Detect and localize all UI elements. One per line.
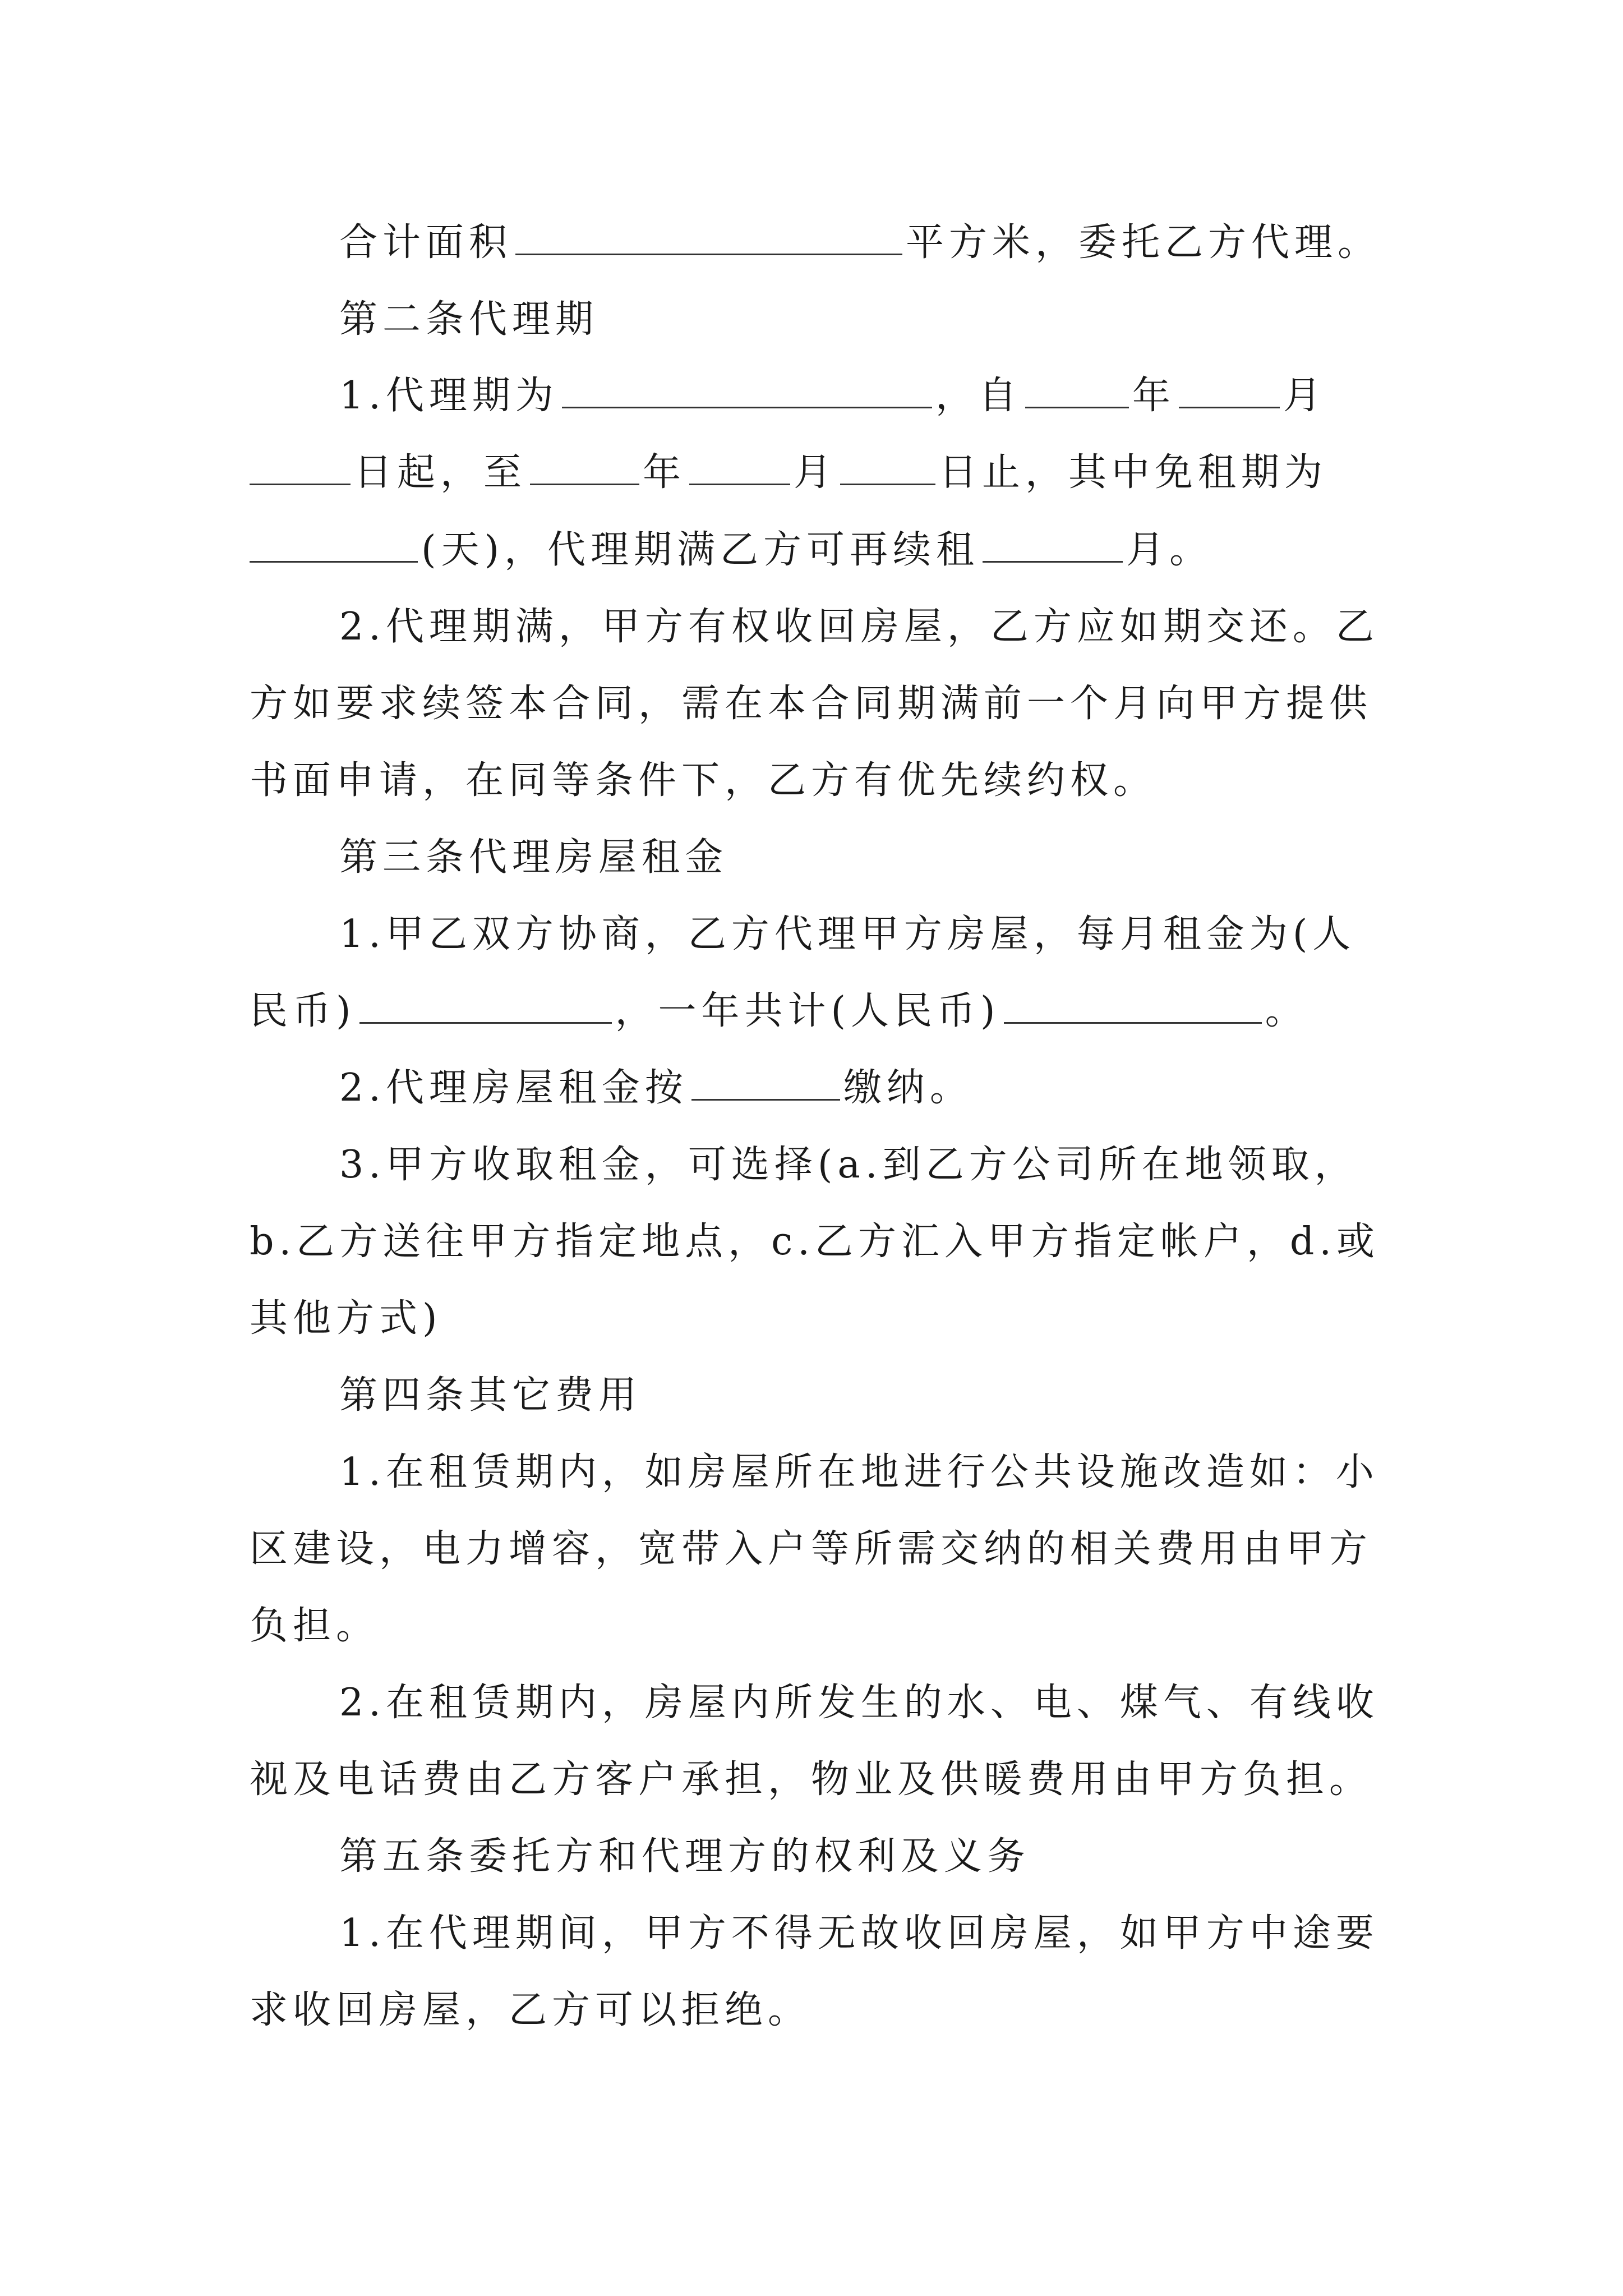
fill-blank-end-day [840,449,935,485]
text-segment: 缴纳。 [843,1066,973,1110]
text-line: 视及电话费由乙方客户承担，物业及供暖费用由甲方负担。 [250,1757,1373,1802]
text-segment: 日起，至 [354,450,527,495]
text-line [250,983,1394,1039]
text-line: 1.甲乙双方协商，乙方代理甲方房屋，每月租金为(人 [339,912,1356,956]
fill-blank-payment-method [691,1064,840,1101]
text-line: 其他方式) [250,1296,442,1341]
text-line: 1.在租赁期内，如房屋所在地进行公共设施改造如：小 [339,1450,1379,1494]
section-heading: 第四条其它费用 [339,1373,642,1418]
text-segment: 日止，其中免租期为 [939,450,1328,495]
text-segment: 2.代理房屋租金按 [339,1066,688,1110]
text-line: 书面申请，在同等条件下，乙方有优先续约权。 [250,758,1157,803]
text-line [339,1060,1394,1116]
text-line [339,215,1394,271]
text-line [339,368,1394,424]
text-segment: 合计面积 [339,220,513,265]
section-heading: 第二条代理期 [339,297,599,342]
text-line: 2.代理期满，甲方有权收回房屋，乙方应如期交还。乙 [339,605,1379,649]
text-line: 方如要求续签本合同，需在本合同期满前一个月向甲方提供 [250,682,1373,726]
text-segment: 月 [794,450,837,495]
text-line: 区建设，电力增容，宽带入户等所需交纳的相关费用由甲方 [250,1527,1373,1571]
fill-blank-start-month [1179,372,1280,408]
fill-blank-monthly-rent [359,987,612,1024]
text-line: 负担。 [250,1604,380,1648]
text-segment: 月 [1283,374,1326,418]
text-segment: (天)，代理期满乙方可再续租 [421,528,980,572]
fill-blank-start-day [250,449,351,485]
section-heading: 第三条代理房屋租金 [339,835,728,880]
text-line: 3.甲方收取租金，可选择(a.到乙方公司所在地领取， [339,1143,1358,1187]
text-segment: 平方米，委托乙方代理。 [906,220,1381,265]
section-heading: 第五条委托方和代理方的权利及义务 [339,1834,1031,1879]
fill-blank-annual-rent [1004,987,1262,1024]
text-segment: ，一年共计(人民币) [615,989,1000,1033]
text-line: 1.在代理期间，甲方不得无故收回房屋，如甲方中途要 [339,1911,1379,1955]
text-line [250,445,1394,501]
text-line: 求收回房屋，乙方可以拒绝。 [250,1988,811,2032]
text-segment: 。 [1265,989,1308,1033]
fill-blank-start-year [1025,372,1129,408]
fill-blank-end-year [530,449,639,485]
fill-blank-area [515,219,902,255]
fill-blank-end-month [689,449,790,485]
text-segment: 1.代理期为 [339,374,559,418]
text-segment: 民币) [250,989,356,1033]
text-segment: 年 [1132,374,1175,418]
text-segment: 月。 [1126,528,1213,572]
fill-blank-period [562,372,932,408]
text-segment: ，自 [935,374,1022,418]
fill-blank-renewal-months [983,526,1123,563]
text-line: 2.在租赁期内，房屋内所发生的水、电、煤气、有线收 [339,1681,1379,1725]
text-line [250,522,1394,578]
fill-blank-rent-free-days [250,526,418,563]
text-line: b.乙方送往甲方指定地点，c.乙方汇入甲方指定帐户，d.或 [250,1220,1380,1264]
text-segment: 年 [643,450,686,495]
